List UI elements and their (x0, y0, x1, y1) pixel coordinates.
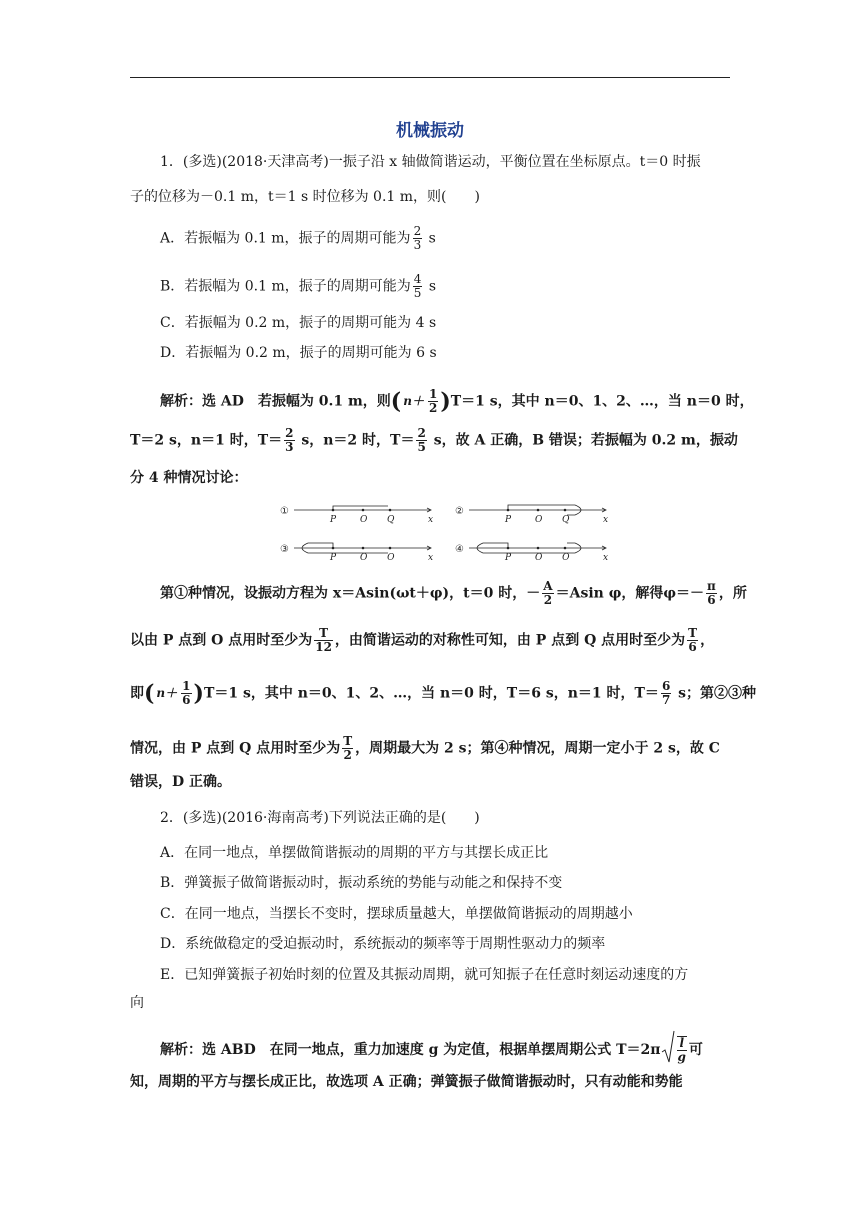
q2-option-c: C．在同一地点，当摆长不变时，摆球质量越大，单摆做简谐振动的周期越小 (160, 906, 633, 922)
q1-option-c: C．若振幅为 0.2 m，振子的周期可能为 4 s (160, 315, 437, 331)
q1-solution-line3: 分 4 种情况讨论： (130, 470, 248, 486)
q2-solution-line2: 知，周期的平方与摆长成正比，故选项 A 正确；弹簧振子做简谐振动时，只有动能和势能 (130, 1074, 683, 1090)
q1-solution-line2: T＝2 s，n＝1 时，T＝ $\frac{2}{3}$ s，n＝2 时，T＝ $\frac{2}{5}$ s，故 A 正确，B 错误；若振幅为 0.2 m，振动 (130, 426, 738, 454)
label-x-4: x (603, 553, 609, 560)
q1-option-a: A．若振幅为 0.1 m，振子的周期可能为 $\frac{2}{3}$ s (160, 224, 436, 252)
case-number-3: ③ (280, 544, 289, 555)
q2-option-e-line2: 向 (130, 995, 144, 1011)
q1-solution-line1: 解析：选 AD 若振幅为 0.1 m，则( n＋ $\frac{1}{2}$ )T＝1 s，其中 n＝0、1、2、…，当 n＝0 时， (160, 387, 754, 415)
q1-stem-line2: 子的位移为－0.1 m，t＝1 s 时位移为 0.1 m，则( ) (130, 189, 480, 205)
label-q-2: Q (562, 515, 570, 525)
q1-solution-line4: 第①种情况，设振动方程为 x＝Asin(ωt＋φ)，t＝0 时，－ $\frac{A}{2}$ ＝Asin φ，解得φ＝－ $\frac{\pi}{6}$ ，所 (160, 579, 747, 607)
point-o-1 (362, 509, 365, 512)
q1-solution-line7: 情况，由 P 点到 Q 点用时至少为 $\frac{T}{2}$ ，周期最大为 2 s；第④种情况，周期一定小于 2 s，故 C (130, 734, 720, 762)
point-q-2 (564, 509, 567, 512)
q2-stem: 2．(多选)(2016·海南高考)下列说法正确的是( ) (160, 810, 480, 826)
label-o-1: O (360, 515, 368, 525)
case-number-2: ② (455, 506, 464, 517)
oscillation-cases-diagram (278, 500, 618, 560)
q1-stem-line1: 1．(多选)(2018·天津高考)一振子沿 x 轴做简谐运动，平衡位置在坐标原点。t＝0 时振 (160, 154, 701, 170)
point-o-2 (537, 509, 540, 512)
label-p-1: P (330, 515, 337, 525)
label-q-4: Q (562, 553, 570, 560)
point-o-3 (362, 547, 365, 550)
header-rule (130, 77, 730, 78)
q2-solution-line1: 解析：选 ABD 在同一地点，重力加速度 g 为定值，根据单摆周期公式 T＝2π $\frac{l}{g}$ 可 (160, 1030, 703, 1070)
label-x-3: x (428, 553, 434, 560)
page-title: 机械振动 (396, 121, 464, 141)
label-o-3: O (360, 553, 368, 560)
q1-option-d: D．若振幅为 0.2 m，振子的周期可能为 6 s (160, 345, 437, 361)
point-o-4 (537, 547, 540, 550)
q2-option-e-line1: E．已知弹簧振子初始时刻的位置及其振动周期，就可知振子在任意时刻运动速度的方 (160, 967, 689, 983)
label-o-2: O (535, 515, 543, 525)
label-q-1: Q (387, 515, 395, 525)
q2-option-d: D．系统做稳定的受迫振动时，系统振动的频率等于周期性驱动力的频率 (160, 936, 606, 952)
label-p-2: P (505, 515, 512, 525)
label-o-4: O (535, 553, 543, 560)
case-number-1: ① (280, 506, 289, 517)
q1-solution-line5: 以由 P 点到 O 点用时至少为 $\frac{T}{12}$ ，由简谐运动的对称性可知，由 P 点到 Q 点用时至少为 $\frac{T}{6}$ ， (130, 626, 715, 654)
label-p-4: P (505, 553, 512, 560)
q1-option-b: B．若振幅为 0.1 m，振子的周期可能为 $\frac{4}{5}$ s (160, 272, 437, 300)
point-q-4 (564, 547, 567, 550)
q2-option-b: B．弹簧振子做简谐振动时，振动系统的势能与动能之和保持不变 (160, 875, 563, 891)
sqrt-symbol (661, 1030, 675, 1070)
q1-solution-line6: 即( n＋ $\frac{1}{6}$ )T＝1 s，其中 n＝0、1、2、…，当 n＝0 时，T＝6 s，n＝1 时，T＝ $\frac{6}{7}$ s；第②③种 (130, 679, 757, 707)
q2-option-a: A．在同一地点，单摆做简谐振动的周期的平方与其摆长成正比 (160, 845, 549, 861)
trajectory-1 (333, 506, 388, 510)
point-q-1 (389, 509, 392, 512)
case-number-4: ④ (455, 544, 464, 555)
label-p-3: P (330, 553, 337, 560)
point-q-3 (389, 547, 392, 550)
label-q-3: Q (387, 553, 395, 560)
q1-solution-line8: 错误，D 正确。 (130, 774, 232, 790)
label-x-1: x (428, 515, 434, 525)
label-x-2: x (603, 515, 609, 525)
